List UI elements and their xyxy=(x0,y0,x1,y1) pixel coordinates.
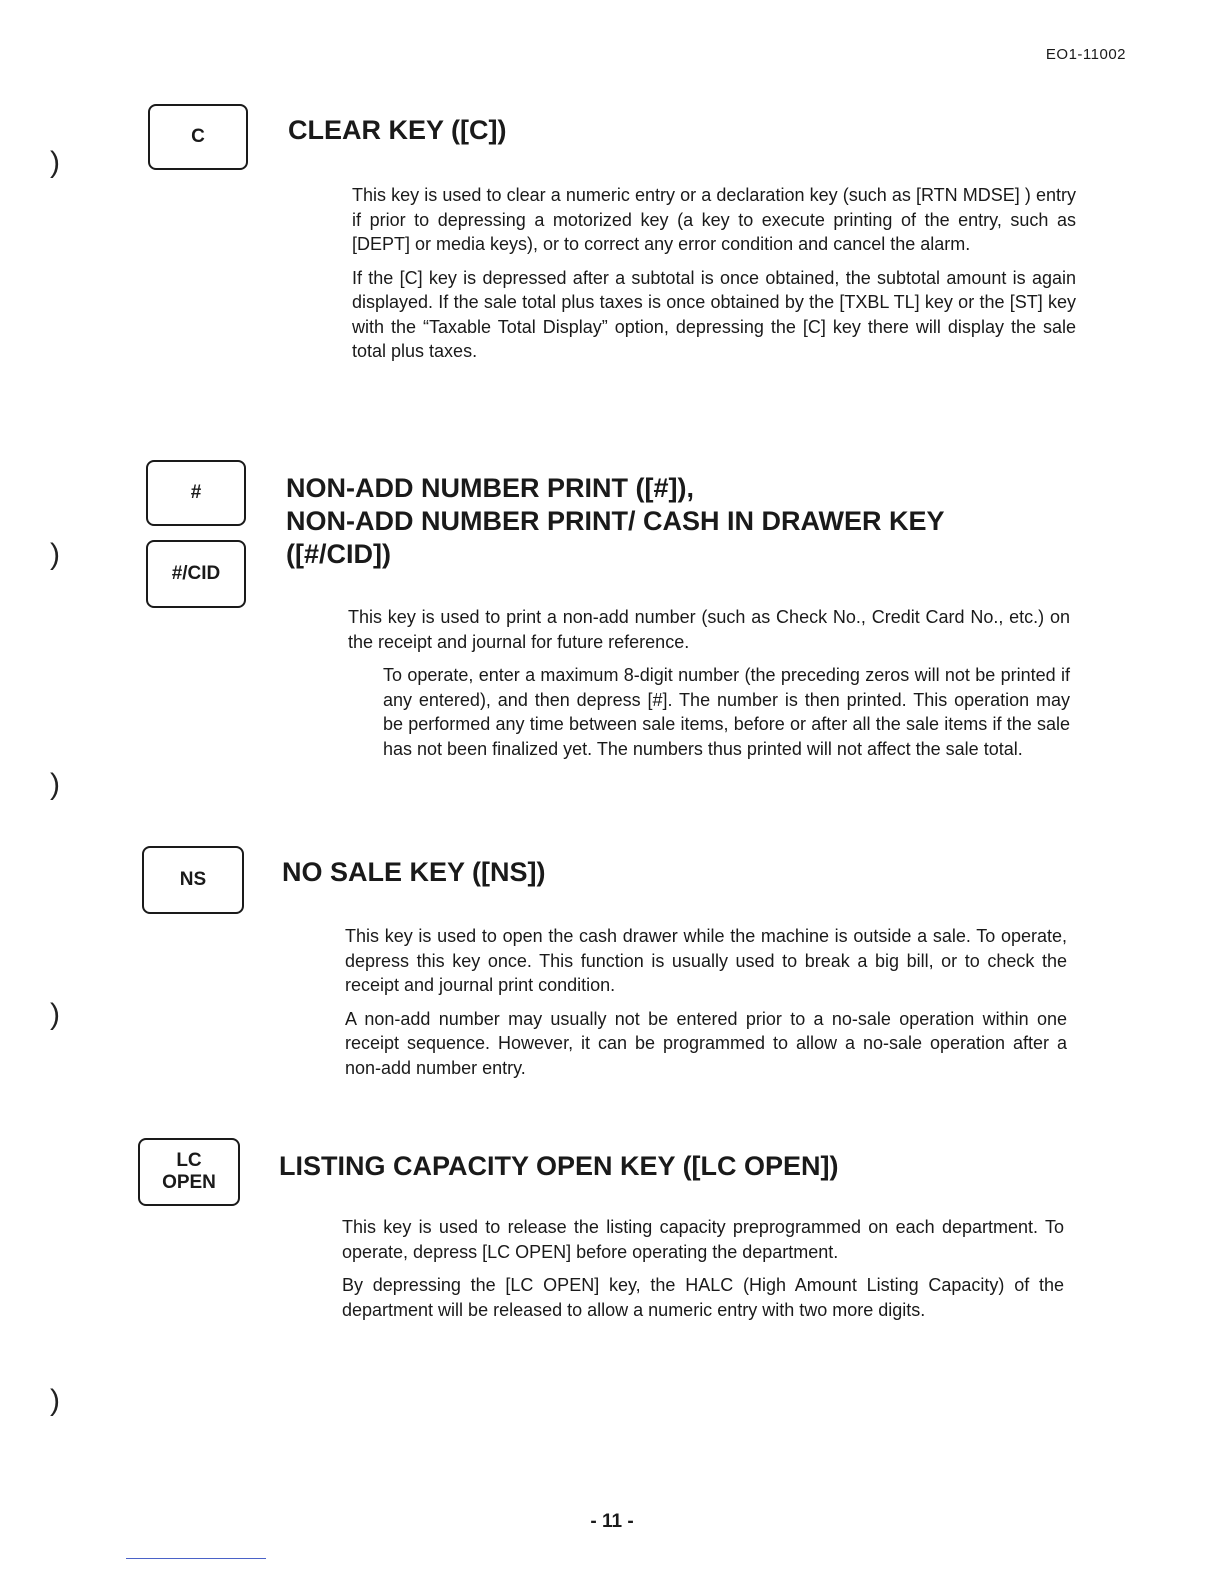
paragraph: This key is used to clear a numeric entry or a declaration key (such as [RTN MDSE] ) entry if prior to depressing a motorized key (a key to execute printing of the entry, such as [DEPT] or media keys), or to correct any error condition and cancel the alarm. xyxy=(352,185,1076,254)
paragraph: This key is used to open the cash drawer while the machine is outside a sale. To operate, depress this key once. This function is usually used to break a big bill, or to check the receipt and journal print condition. xyxy=(345,926,1067,995)
paragraph: If the [C] key is depressed after a subtotal is once obtained, the subtotal amount is again displayed. If the sale total plus taxes is once obtained by the [TXBL TL] key or the [ST] key with the “Taxable Total Display” option, depressing the [C] key there will display the sale total plus taxes. xyxy=(352,267,1076,361)
paragraph: To operate, enter a maximum 8-digit number (the preceding zeros will not be printed if any entered), and then depress [#]. The number is then printed. This operation may be performed any time between sale items, before or after all the sale items if the sale has not been finalized yet. The numbers thus printed will not affect the sale total. xyxy=(383,665,1070,759)
paragraph: By depressing the [LC OPEN] key, the HALC (High Amount Listing Capacity) of the department will be released to allow a numeric entry with two more digits. xyxy=(342,1275,1064,1320)
binder-mark: ) xyxy=(50,1384,60,1417)
paragraph: This key is used to release the listing capacity preprogrammed on each department. To operate, depress [LC OPEN] before operating the department. xyxy=(342,1217,1064,1262)
document-id: EO1-11002 xyxy=(1045,46,1126,63)
binder-mark: ) xyxy=(50,768,60,801)
section-heading-non-add: NON-ADD NUMBER PRINT ([#]), NON-ADD NUMBER PRINT/ CASH IN DRAWER KEY ([#/CID]) xyxy=(286,473,945,569)
key-icon-no-sale: NS xyxy=(142,846,244,914)
section-body-clear-key xyxy=(352,183,1076,373)
page-number: - 11 - xyxy=(590,1511,634,1532)
footer-rule xyxy=(126,1558,266,1559)
paragraph: This key is used to print a non-add number (such as Check No., Credit Card No., etc.) on the receipt and journal for future reference. xyxy=(348,607,1070,652)
section-body-lc-open xyxy=(342,1215,1064,1331)
section-heading-clear-key: CLEAR KEY ([C]) xyxy=(288,115,507,145)
key-icon-non-add: # xyxy=(146,460,246,526)
key-icon-non-add-cid: #/CID xyxy=(146,540,246,608)
section-body-non-add xyxy=(348,605,1070,770)
paragraph: A non-add number may usually not be entered prior to a no-sale operation within one receipt sequence. However, it can be programmed to allow a no-sale operation after a non-add number entry. xyxy=(345,1008,1067,1078)
section-body-no-sale xyxy=(345,924,1067,1089)
section-heading-lc-open: LISTING CAPACITY OPEN KEY ([LC OPEN]) xyxy=(279,1151,839,1181)
key-icon-clear: C xyxy=(148,104,248,170)
binder-mark: ) xyxy=(50,998,60,1031)
section-heading-no-sale: NO SALE KEY ([NS]) xyxy=(282,857,546,887)
binder-mark: ) xyxy=(50,538,60,571)
binder-mark: ) xyxy=(50,146,60,179)
key-icon-lc-open: LC OPEN xyxy=(138,1138,240,1206)
